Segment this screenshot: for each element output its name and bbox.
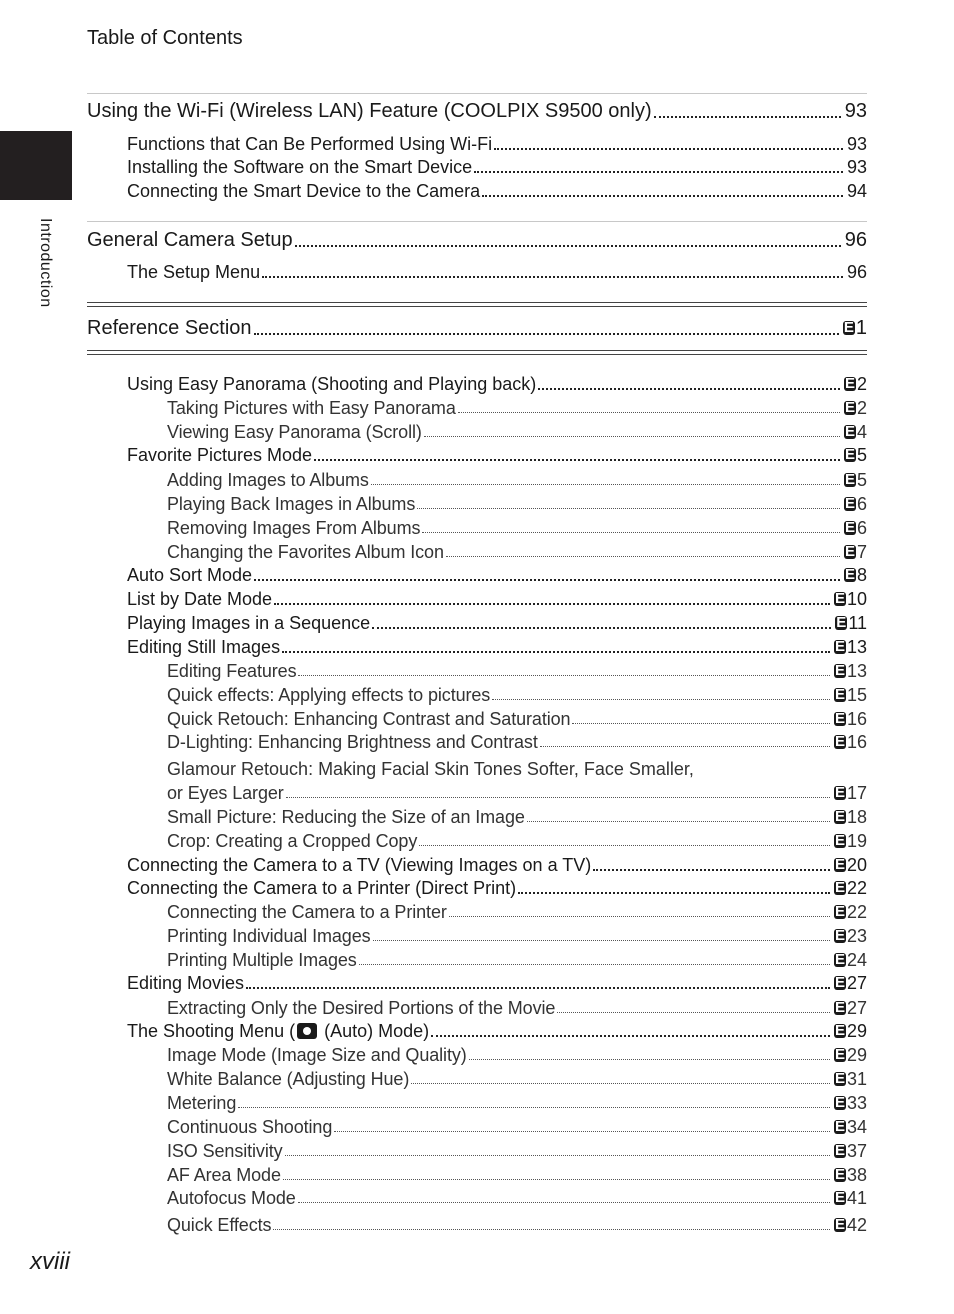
toc-entry[interactable]: [127, 562, 867, 586]
toc-page-number: E 13: [834, 661, 867, 681]
dot-leader: [283, 1179, 830, 1180]
section-tab-marker: [0, 131, 72, 200]
reference-e-icon: E: [834, 638, 845, 655]
reference-e-icon: E: [834, 733, 845, 750]
reference-e-icon: E: [834, 1046, 845, 1063]
reference-e-icon: E: [836, 614, 847, 631]
reference-e-icon: E: [844, 446, 855, 463]
dot-leader: [371, 484, 840, 485]
reference-e-icon: E: [834, 832, 845, 849]
dot-leader: [411, 1083, 830, 1084]
toc-entry-title: Taking Pictures with Easy Panorama: [167, 398, 456, 418]
toc-page-number: E 20: [834, 855, 867, 875]
toc-page-number: E 38: [834, 1165, 867, 1185]
toc-entry[interactable]: [127, 259, 867, 283]
toc-entry-title: Printing Multiple Images: [167, 950, 357, 970]
toc-entry-wifi[interactable]: [87, 99, 867, 123]
toc-subentry[interactable]: [167, 923, 867, 947]
toc-page-number: E 16: [834, 732, 867, 752]
reference-e-icon: E: [834, 1189, 845, 1206]
toc-entry-title: Continuous Shooting: [167, 1117, 333, 1137]
toc-subentry[interactable]: [167, 491, 867, 515]
toc-entry-title: Reference Section: [87, 317, 252, 339]
toc-entry-title: Adding Images to Albums: [167, 470, 369, 490]
toc-subentry[interactable]: [167, 395, 867, 419]
toc-entry-title: Small Picture: Reducing the Size of an Image: [167, 807, 525, 827]
reference-e-icon: E: [834, 784, 845, 801]
dot-leader: [286, 797, 830, 798]
toc-page-number: E 18: [834, 807, 867, 827]
toc-entry-title: Using the Wi-Fi (Wireless LAN) Feature (COOLPIX S9500 only): [87, 100, 652, 122]
toc-entry[interactable]: [127, 875, 867, 899]
reference-e-icon: E: [844, 519, 855, 536]
dot-leader: [572, 723, 830, 724]
page-number: xviii: [30, 1248, 70, 1275]
toc-entry-title: Removing Images From Albums: [167, 518, 421, 538]
toc-entry-shooting-menu[interactable]: [127, 1018, 867, 1042]
toc-page-number: E 4: [844, 422, 867, 442]
reference-e-icon: E: [834, 951, 845, 968]
reference-e-icon: E: [834, 903, 845, 920]
reference-e-icon: E: [834, 662, 845, 679]
toc-entry-title: Using Easy Panorama (Shooting and Playing back): [127, 374, 537, 394]
reference-e-icon: E: [834, 1166, 845, 1183]
toc-page-number: E 27: [834, 973, 867, 993]
reference-e-icon: E: [834, 974, 845, 991]
dot-leader: [527, 821, 830, 822]
toc-entry-title: Installing the Software on the Smart Device: [127, 157, 473, 177]
toc-entry-title: White Balance (Adjusting Hue): [167, 1069, 410, 1089]
toc-entry[interactable]: [127, 154, 867, 178]
toc-page-number: E 42: [834, 1215, 867, 1235]
toc-entry-title: Quick Retouch: Enhancing Contrast and Saturation: [167, 709, 571, 729]
dot-leader: [373, 940, 830, 941]
toc-entry-title: General Camera Setup: [87, 229, 293, 251]
toc-subentry[interactable]: [167, 682, 867, 706]
dot-leader: [274, 603, 830, 605]
toc-entry-title: Editing Still Images: [127, 637, 281, 657]
toc-page-number: 96: [844, 229, 867, 251]
toc-page-number: E 41: [834, 1188, 867, 1208]
dot-leader: [458, 412, 840, 413]
toc-page-number: 96: [846, 262, 867, 282]
reference-e-icon: E: [834, 1142, 845, 1159]
toc-entry-title: Connecting the Camera to a TV (Viewing Images on a TV): [127, 855, 592, 875]
dot-leader: [262, 276, 843, 278]
dot-leader: [282, 651, 830, 653]
toc-entry-title: AF Area Mode: [167, 1165, 281, 1185]
toc-entry[interactable]: [127, 852, 867, 876]
toc-page-number: E 24: [834, 950, 867, 970]
section-side-label: Introduction: [37, 218, 54, 308]
reference-e-icon: E: [834, 927, 845, 944]
reference-e-icon: E: [844, 566, 855, 583]
toc-entry[interactable]: [127, 970, 867, 994]
dot-leader: [273, 1229, 830, 1230]
toc-page-number: E 15: [834, 685, 867, 705]
reference-e-icon: E: [834, 1094, 845, 1111]
dot-leader: [372, 627, 831, 629]
reference-e-icon: E: [834, 1070, 845, 1087]
toc-entry-title: Viewing Easy Panorama (Scroll): [167, 422, 422, 442]
toc-entry-title: or Eyes Larger: [167, 783, 284, 803]
toc-subentry[interactable]: [167, 1212, 867, 1236]
toc-entry-title: The Shooting Menu ( (Auto) Mode): [127, 1021, 430, 1041]
toc-page-number: E 2: [844, 374, 867, 394]
toc-page-number: E 5: [844, 445, 867, 465]
toc-entry[interactable]: [127, 371, 867, 395]
toc-page-number: 93: [846, 134, 867, 154]
toc-entry-title: Glamour Retouch: Making Facial Skin Tones Softer, Face Smaller,: [167, 759, 694, 779]
toc-page-number: 93: [846, 157, 867, 177]
dot-leader: [494, 148, 843, 150]
toc-subentry[interactable]: [167, 1138, 867, 1162]
dot-leader: [298, 675, 829, 676]
divider: [87, 354, 867, 355]
reference-e-icon: E: [844, 399, 855, 416]
toc-entry-title: Metering: [167, 1093, 237, 1113]
toc-subentry[interactable]: [167, 467, 867, 491]
toc-entry-title: Image Mode (Image Size and Quality): [167, 1045, 467, 1065]
toc-entry-title: List by Date Mode: [127, 589, 273, 609]
toc-entry-title: Editing Movies: [127, 973, 245, 993]
dot-leader: [254, 333, 839, 335]
toc-entry-title: D-Lighting: Enhancing Brightness and Contrast: [167, 732, 538, 752]
dot-leader: [593, 869, 830, 871]
dot-leader: [298, 1202, 830, 1203]
dot-leader: [254, 579, 840, 581]
toc-entry-title: Connecting the Camera to a Printer (Direct Print): [127, 878, 517, 898]
toc-subentry[interactable]: [167, 1042, 867, 1066]
camera-auto-mode-icon: [297, 1023, 317, 1039]
reference-e-icon: E: [834, 1216, 845, 1233]
divider: [87, 350, 867, 351]
toc-subentry[interactable]: [167, 804, 867, 828]
toc-subentry[interactable]: [167, 419, 867, 443]
toc-entry-title: ISO Sensitivity: [167, 1141, 283, 1161]
toc-page-number: E 29: [834, 1021, 867, 1041]
dot-leader: [314, 459, 840, 461]
toc-entry[interactable]: [127, 586, 867, 610]
toc-page-number: E 6: [844, 494, 867, 514]
dot-leader: [419, 845, 830, 846]
toc-entry-title: Functions that Can Be Performed Using Wi-Fi: [127, 134, 493, 154]
toc-page-number: E 37: [834, 1141, 867, 1161]
toc-subentry[interactable]: [167, 1066, 867, 1090]
toc-page-number: E 6: [844, 518, 867, 538]
divider: [87, 306, 867, 307]
toc-page-number: E 34: [834, 1117, 867, 1137]
reference-e-icon: E: [844, 471, 855, 488]
toc-subentry[interactable]: [167, 729, 867, 753]
toc-subentry-wrapped-line[interactable]: [167, 756, 867, 780]
toc-page-number: E 22: [834, 902, 867, 922]
toc-entry-title: Playing Back Images in Albums: [167, 494, 416, 514]
toc-entry-title: Editing Features: [167, 661, 297, 681]
toc-page-number: E 2: [844, 398, 867, 418]
reference-e-icon: E: [844, 543, 855, 560]
toc-page-number: E 16: [834, 709, 867, 729]
toc-subentry[interactable]: [167, 1114, 867, 1138]
dot-leader: [538, 388, 840, 390]
toc-page-number: 93: [844, 100, 867, 122]
dot-leader: [359, 964, 830, 965]
toc-subentry[interactable]: [167, 658, 867, 682]
toc-page-number: E 7: [844, 542, 867, 562]
dot-leader: [518, 892, 830, 894]
reference-e-icon: E: [843, 319, 854, 336]
dot-leader: [422, 532, 840, 533]
toc-page-number: E 17: [834, 783, 867, 803]
toc-page-number: E 1: [843, 317, 867, 339]
divider: [87, 93, 867, 94]
dot-leader: [246, 987, 830, 989]
toc-entry-title: Connecting the Camera to a Printer: [167, 902, 447, 922]
dot-leader: [469, 1059, 830, 1060]
reference-e-icon: E: [834, 808, 845, 825]
toc-page-number: E 11: [836, 613, 867, 633]
toc-page-number: E 19: [834, 831, 867, 851]
toc-subentry[interactable]: [167, 515, 867, 539]
reference-e-icon: E: [844, 375, 855, 392]
toc-subentry[interactable]: [167, 1162, 867, 1186]
toc-page-number: E 13: [834, 637, 867, 657]
dot-leader: [334, 1131, 830, 1132]
toc-entry[interactable]: [127, 610, 867, 634]
toc-entry-title: Auto Sort Mode: [127, 565, 253, 585]
toc-entry-title: Quick effects: Applying effects to pictures: [167, 685, 491, 705]
toc-subentry[interactable]: [167, 1090, 867, 1114]
toc-entry-title: Changing the Favorites Album Icon: [167, 542, 444, 562]
dot-leader: [482, 195, 843, 197]
dot-leader: [492, 699, 830, 700]
toc-entry-title: Autofocus Mode: [167, 1188, 296, 1208]
dot-leader: [449, 916, 830, 917]
reference-e-icon: E: [834, 686, 845, 703]
reference-e-icon: E: [834, 590, 845, 607]
toc-entry-title: Quick Effects: [167, 1215, 272, 1235]
reference-e-icon: E: [834, 999, 845, 1016]
toc-entry-title: Connecting the Smart Device to the Camera: [127, 181, 481, 201]
divider: [87, 221, 867, 222]
toc-subentry[interactable]: [167, 1185, 867, 1209]
toc-page-number: E 33: [834, 1093, 867, 1113]
toc-page-number: E 10: [834, 589, 867, 609]
reference-e-icon: E: [834, 856, 845, 873]
toc-page-number: E 29: [834, 1045, 867, 1065]
dot-leader: [238, 1107, 830, 1108]
dot-leader: [295, 245, 841, 247]
dot-leader: [654, 116, 841, 118]
toc-entry-title: Playing Images in a Sequence: [127, 613, 371, 633]
dot-leader: [540, 746, 830, 747]
toc-entry-reference[interactable]: [87, 316, 867, 340]
toc-subentry[interactable]: [167, 995, 867, 1019]
toc-entry-title: The Setup Menu: [127, 262, 261, 282]
reference-e-icon: E: [834, 1118, 845, 1135]
toc-page-number: E 27: [834, 998, 867, 1018]
toc-page-number: E 8: [844, 565, 867, 585]
dot-leader: [557, 1012, 830, 1013]
toc-page-number: E 31: [834, 1069, 867, 1089]
toc-entry[interactable]: [127, 131, 867, 155]
dot-leader: [474, 171, 843, 173]
page-title: Table of Contents: [87, 27, 243, 49]
dot-leader: [285, 1155, 830, 1156]
reference-e-icon: E: [834, 710, 845, 727]
toc-entry[interactable]: [127, 178, 867, 202]
toc-subentry[interactable]: [167, 539, 867, 563]
toc-page-number: E 22: [834, 878, 867, 898]
dot-leader: [424, 436, 840, 437]
reference-e-icon: E: [844, 423, 855, 440]
toc-entry[interactable]: [127, 634, 867, 658]
toc-page-number: 94: [846, 181, 867, 201]
toc-entry-title: Extracting Only the Desired Portions of the Movie: [167, 998, 556, 1018]
reference-e-icon: E: [834, 1022, 845, 1039]
toc-subentry[interactable]: [167, 899, 867, 923]
toc-entry-title: Favorite Pictures Mode: [127, 445, 313, 465]
toc-entry-title: Crop: Creating a Cropped Copy: [167, 831, 418, 851]
toc-subentry[interactable]: [167, 828, 867, 852]
toc-subentry[interactable]: [167, 780, 867, 804]
reference-e-icon: E: [834, 879, 845, 896]
dot-leader: [446, 556, 840, 557]
toc-page-number: E 5: [844, 470, 867, 490]
toc-entry[interactable]: [127, 442, 867, 466]
dot-leader: [417, 508, 840, 509]
toc-page-number: E 23: [834, 926, 867, 946]
toc-entry-general-setup[interactable]: [87, 228, 867, 252]
reference-e-icon: E: [844, 495, 855, 512]
dot-leader: [431, 1035, 830, 1037]
toc-subentry[interactable]: [167, 947, 867, 971]
toc-subentry[interactable]: [167, 706, 867, 730]
toc-entry-title: Printing Individual Images: [167, 926, 371, 946]
divider: [87, 302, 867, 303]
